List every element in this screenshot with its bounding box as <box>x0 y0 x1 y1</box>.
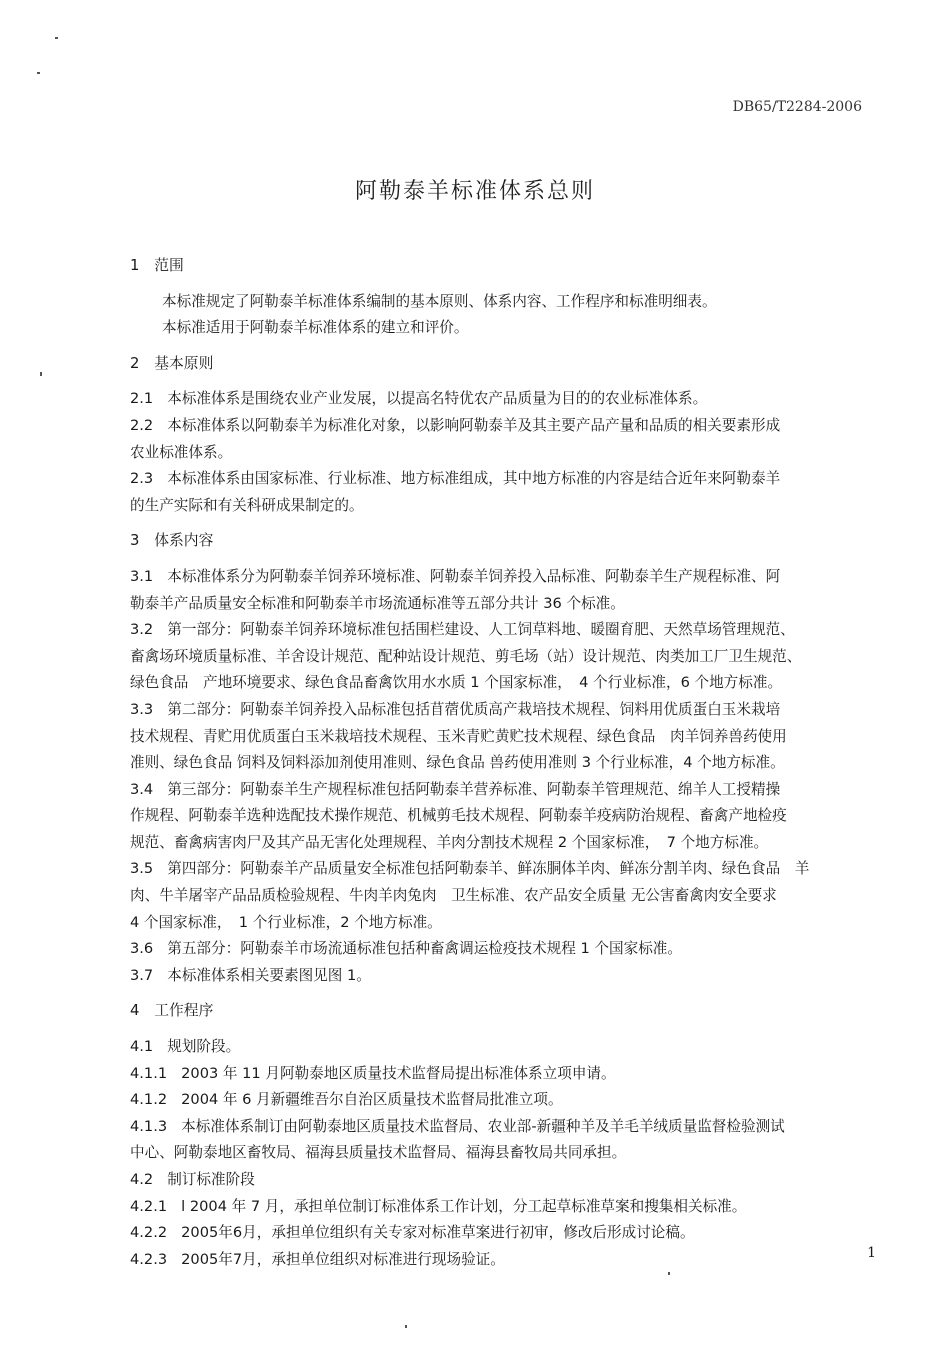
clause-text: 制订标准阶段 <box>167 1171 255 1188</box>
clause <box>130 1220 880 1247</box>
clause-continuation: 的生产实际和有关科研成果制定的。 <box>130 496 364 514</box>
clause <box>130 1034 880 1061</box>
clause-continuation: 农业标准体系。 <box>130 443 233 461</box>
clause <box>130 856 880 883</box>
page-number: 1 <box>867 1245 876 1261</box>
clause-continuation: 规范、畜禽病害肉尸及其产品无害化处理规程、羊肉分割技术规程 2 个国家标准， 7 个地方标准。 <box>130 833 769 851</box>
clause-text: 2005年7月，承担单位组织对标准进行现场验证。 <box>181 1250 505 1268</box>
paragraph: 本标准规定了阿勒泰羊标准体系编制的基本原则、体系内容、工作程序和标准明细表。 <box>162 292 717 310</box>
clause-continuation: 作规程、阿勒泰羊选种选配技术操作规范、机械剪毛技术规程、阿勒泰羊疫病防治规程、畜禽产地检疫 <box>130 807 787 825</box>
clause-text: 2005年6月，承担单位组织有关专家对标准草案进行初审，修改后形成讨论稿。 <box>181 1224 695 1242</box>
clause <box>130 564 880 591</box>
clause-number: 4.1 <box>130 1038 154 1056</box>
clause-text: 规划阶段。 <box>167 1038 241 1056</box>
clause <box>130 936 880 963</box>
clause-continuation: 绿色食品 产地环境要求、绿色食品畜禽饮用水水质 1 个国家标准， 4 个行业标准，6 个地方标准。 <box>130 674 783 692</box>
clause <box>130 777 880 804</box>
clause <box>130 1061 880 1088</box>
clause <box>130 1247 880 1274</box>
clause-number: 4.1.1 <box>130 1064 168 1082</box>
section-heading-principles: 2 基本原则 <box>130 354 214 372</box>
section-heading-scope: 1 范围 <box>130 257 184 274</box>
clause <box>130 1114 880 1141</box>
clause-continuation: 4 个国家标准， 1 个行业标准，2 个地方标准。 <box>130 913 442 931</box>
clause-number: 4.2 <box>130 1171 154 1188</box>
clause-number: 2.2 <box>130 416 154 434</box>
scan-speck <box>405 1325 407 1328</box>
clause-continuation: 肉、牛羊屠宰产品品质检验规程、牛肉羊肉兔肉 卫生标准、农产品安全质量 无公害畜禽肉安全要求 <box>130 887 777 905</box>
clause-number: 2.3 <box>130 470 154 488</box>
clause-number: 4.1.2 <box>130 1091 168 1109</box>
clause-number: 3.2 <box>130 621 154 639</box>
clause-text: 第二部分：阿勒泰羊饲养投入品标准包括苜蓿优质高产栽培技术规程、饲料用优质蛋白玉米栽培 <box>167 700 781 718</box>
clause-text: 第三部分：阿勒泰羊生产规程标准包括阿勒泰羊营养标准、阿勒泰羊管理规范、绵羊人工授精操 <box>167 780 781 798</box>
clause-text: 2004 年 6 月新疆维吾尔自治区质量技术监督局批准立项。 <box>181 1091 563 1109</box>
clause-text: 第一部分：阿勒泰羊饲养环境标准包括围栏建设、人工饲草料地、暖圈育肥、天然草场管理规范、 <box>167 621 795 639</box>
clause-number: 4.1.3 <box>130 1117 168 1135</box>
section-heading-procedure: 4 工作程序 <box>130 1002 214 1020</box>
clause-text: 第四部分：阿勒泰羊产品质量安全标准包括阿勒泰羊、鲜冻胴体羊肉、鲜冻分割羊肉、绿色食品 羊 <box>167 860 810 878</box>
clause-text: 本标准体系制订由阿勒泰地区质量技术监督局、农业部-新疆种羊及羊毛羊绒质量监督检验测试 <box>181 1117 785 1135</box>
clause-text: 本标准体系相关要素图见图 1。 <box>167 966 371 984</box>
clause-text: 本标准体系以阿勒泰羊为标准化对象，以影响阿勒泰羊及其主要产品产量和品质的相关要素形成 <box>167 416 781 434</box>
clause-text: l 2004 年 7 月，承担单位制订标准体系工作计划，分工起草标准草案和搜集相关标准。 <box>181 1197 747 1215</box>
clause-text: 2003 年 11 月阿勒泰地区质量技术监督局提出标准体系立项申请。 <box>181 1064 616 1082</box>
clause <box>130 617 880 644</box>
clause-number: 4.2.2 <box>130 1224 168 1242</box>
clause-text: 第五部分：阿勒泰羊市场流通标准包括种畜禽调运检疫技术规程 1 个国家标准。 <box>167 940 682 958</box>
clause <box>130 386 880 413</box>
clause-continuation: 畜禽场环境质量标准、羊舍设计规范、配种站设计规范、剪毛场（站）设计规范、肉类加工厂卫生规范、 <box>130 647 802 665</box>
clause-number: 3.5 <box>130 860 154 878</box>
standard-code: DB65/T2284-2006 <box>732 99 862 115</box>
clause-text: 本标准体系是围绕农业产业发展，以提高名特优农产品质量为目的的农业标准体系。 <box>167 390 708 408</box>
clause <box>130 466 880 493</box>
clause-number: 3.7 <box>130 966 154 984</box>
document-title: 阿勒泰羊标准体系总则 <box>354 179 595 204</box>
clause-number: 2.1 <box>130 390 154 408</box>
clause <box>130 413 880 440</box>
clause-number: 4.2.3 <box>130 1250 168 1268</box>
clause <box>130 1194 880 1221</box>
scan-speck <box>37 72 40 74</box>
clause <box>130 963 880 990</box>
clause-continuation: 技术规程、青贮用优质蛋白玉米栽培技术规程、玉米青贮黄贮技术规程、绿色食品 肉羊饲养兽药使用 <box>130 727 787 745</box>
clause-continuation: 中心、阿勒泰地区畜牧局、福海县质量技术监督局、福海县畜牧局共同承担。 <box>130 1144 627 1162</box>
clause-continuation: 准则、绿色食品 饲料及饲料添加剂使用准则、绿色食品 兽药使用准则 3 个行业标准，4 个地方标准。 <box>130 754 785 772</box>
document-body <box>130 253 880 1273</box>
scan-speck <box>40 372 42 376</box>
clause-continuation: 勒泰羊产品质量安全标准和阿勒泰羊市场流通标准等五部分共计 36 个标准。 <box>130 594 625 612</box>
clause <box>130 1167 880 1194</box>
clause-text: 本标准体系分为阿勒泰羊饲养环境标准、阿勒泰羊饲养投入品标准、阿勒泰羊生产规程标准、阿 <box>167 567 781 585</box>
clause-number: 3.3 <box>130 700 154 718</box>
clause-text: 本标准体系由国家标准、行业标准、地方标准组成，其中地方标准的内容是结合近年来阿勒泰羊 <box>167 470 781 488</box>
clause <box>130 697 880 724</box>
clause <box>130 1087 880 1114</box>
clause-number: 4.2.1 <box>130 1197 168 1215</box>
clause-number: 3.4 <box>130 780 154 798</box>
paragraph: 本标准适用于阿勒泰羊标准体系的建立和评价。 <box>162 319 469 337</box>
clause-number: 3.1 <box>130 567 154 585</box>
section-heading-content: 3 体系内容 <box>130 532 214 550</box>
clause-number: 3.6 <box>130 940 154 958</box>
scan-speck <box>55 37 58 39</box>
